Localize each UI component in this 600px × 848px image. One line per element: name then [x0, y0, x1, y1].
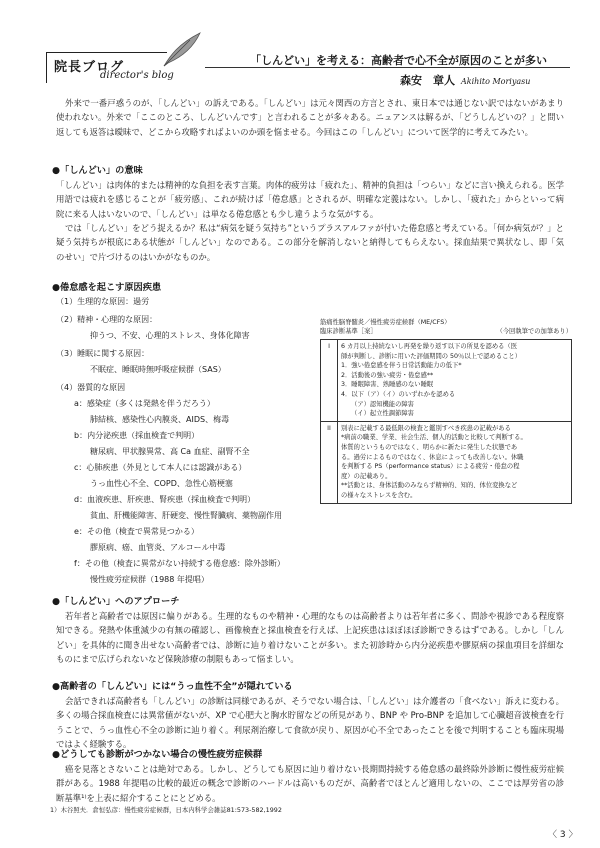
- intro-line: 的に考えてみたい。: [457, 126, 534, 137]
- table-caption-row: [320, 327, 572, 336]
- text-line: からといって病院に来る人はいないので、「しんどい」は単なる倦怠感とも少し違うような気がする。: [56, 194, 565, 219]
- text-line: 癌を見落とさないことは絶対である。しかし、どうしても原因に辿り着けない長期間持続する倦怠感の最終除外診断に慢: [65, 764, 522, 774]
- text-line: では「しんどい」をどう捉えるか？私は“病気を疑う気持ち”というプラスアルファが付いた倦怠感と考えている。「何か: [65, 223, 514, 233]
- criteria-line: 師が判断し、診断に用いた評価期間の 50％以上で認めること）: [341, 352, 522, 360]
- cause-subitem: c：心肺疾患（外見として本人には認識がある）: [74, 463, 247, 472]
- cause-item: （1）生理的な原因：過労: [56, 297, 150, 306]
- blog-label-en: director's blog: [100, 70, 174, 81]
- section-paragraph: [56, 178, 564, 221]
- author-name-en: Akihito Moriyasu: [461, 77, 531, 86]
- criteria-line: **活動とは、身体活動のみならず精神的、知的、体位変換など: [341, 482, 518, 490]
- section-heading: ●高齢者の「しんどい」には“うっ血性不全”が隠れている: [52, 681, 293, 692]
- criteria-line: を判断する PS（performance status）による疲労・倦怠の程: [341, 463, 520, 471]
- criteria-line: 3．睡眠障害、熟睡感のない睡眠: [341, 381, 434, 389]
- cause-item: （4）器質的な原因: [56, 383, 126, 392]
- criteria-line: の様々なストレスを含む。: [341, 491, 417, 499]
- cause-item: （3）睡眠に関する原因：: [56, 349, 150, 358]
- section-paragraph: [56, 609, 564, 666]
- section-paragraph: [56, 221, 564, 264]
- section-paragraph: [56, 694, 564, 751]
- page-number: 〈 3 〉: [548, 830, 578, 840]
- row-number: I: [321, 340, 338, 422]
- section-paragraph: [56, 762, 564, 805]
- section-heading: ●倦怠感を起こす原因疾患: [52, 282, 162, 293]
- row-content: [338, 340, 572, 422]
- text-line: 患や膠原病の採血項目を詳細なものにまで広げられないなど保険診療の制限もあって悩ましい。: [56, 639, 565, 664]
- criteria-line: る。過労によるものではなく、休息によっても改善しない。休職: [341, 453, 524, 461]
- criteria-grid: [320, 339, 572, 504]
- text-line: 変わる。多くの場合採血検査には異常値がないが、XP で心肥大と胸水貯留などの所見があり、BNP や Pro-BNP を追加して: [56, 696, 564, 721]
- cause-item: （2）精神・心理的な原因：: [56, 315, 158, 324]
- criteria-line: （イ）起立性調節障害: [351, 410, 414, 418]
- text-line: 心臓超音波検査を行うことで、うっ血性心不全の診断に辿り着く。利尿剤治療して食欲が戻り、原因が心不全であったこ: [56, 710, 564, 735]
- cause-detail: 抑うつ、不安、心理的ストレス、身体化障害: [90, 331, 250, 340]
- cause-detail: 肺結核、感染性心内膜炎、AIDS、梅毒: [90, 415, 230, 424]
- text-line: である。しかし「しんどい」を具体的に聞き出せない高齢者では、診断に辿り着けないことが多い。また初診時から内分泌疾: [56, 625, 565, 650]
- quill-pen-icon: [160, 30, 204, 70]
- text-line: 若年者と高齢者では原因に偏りがある。生理的なものや精神・心理的なものは高齢者よりは若年者に多く、問診や視診で: [65, 611, 522, 621]
- author-name: 森安 章人: [400, 74, 455, 87]
- row-content: [338, 421, 572, 503]
- intro-paragraph: [56, 96, 564, 139]
- cause-subitem: b：内分泌疾患（採血検査で判明）: [74, 431, 200, 440]
- cause-subitem: d：血液疾患、肝疾患、腎疾患（採血検査で判明）: [74, 495, 256, 504]
- criteria-line: 1．強い倦怠感を伴う日常活動能力の低下*: [341, 362, 462, 370]
- footnote: 1）木谷照夫．倉恒弘彦：慢性疲労症候群，日本内科学会雑誌81:573-582,1992: [50, 806, 282, 814]
- intro-line: があまり使われない。外来で「ここのところ、しんどいんです」と言われることが多々ある。ニュアンスは解るが、「どうしん: [56, 98, 565, 123]
- criteria-line: 4．以下（ア）（イ）のいずれかを認める: [341, 390, 456, 398]
- table-caption: 筋痛性脳脊髄炎／慢性疲労症候群（ME/CFS）: [320, 319, 451, 326]
- section-heading: ●「しんどい」へのアプローチ: [52, 596, 180, 607]
- cause-detail: うっ血性心不全、COPD、急性心筋梗塞: [90, 479, 233, 488]
- criteria-line: 度）の記載あり。: [341, 472, 392, 480]
- criteria-line: 体質的というものではなく、明らかに新たに発生した状態であ: [341, 443, 518, 451]
- section-heading: ●「しんどい」の意味: [52, 165, 143, 176]
- criteria-table: [320, 318, 572, 504]
- row-number: II: [321, 421, 338, 503]
- text-line: の、ここでは厚労省の診断基準¹⁾を上表に紹介することにとどめる。: [56, 778, 564, 803]
- text-line: 病気が？」と疑う気持ちが根底にある状態が「しんどい」なのである。この部分を解消しないと納得してもらえない。採血結: [56, 223, 565, 248]
- author: [400, 72, 530, 88]
- table-row: [321, 421, 572, 503]
- criteria-line: 6 カ月以上持続ないし再発を繰り返す以下の所見を認める（医: [341, 343, 518, 350]
- text-line: れる。医学用語では疲れを感じることが「疲労感」、これが続けば「倦怠感」とされるが、明確な定義はない。しかし、「疲れた」: [56, 180, 564, 205]
- title-rule: [205, 67, 570, 68]
- text-line: 性疲労症候群がある。1988 年提唱の比較的最近の概念で診断のハードルは高いものだが、高齢者でほとんど適用しない: [56, 764, 565, 789]
- cause-subitem: e：その他（検査で異常見つかる）: [74, 527, 199, 536]
- cause-detail: 不眠症、睡眠時無呼吸症候群（SAS）: [90, 365, 226, 374]
- text-line: ある程度察知できる。発熱や体重減少の有無の確認し、画像検査と採血検査を行えば、上記疾患はほぼほぼ診断できるはず: [56, 611, 565, 636]
- text-line: 会話できれば高齢者も「しんどい」の診断は同様であるが、そうでない場合は、「しんどい」は介護者の「食べない」訴えに: [65, 696, 531, 706]
- table-caption: 臨床診断基準［案］: [320, 328, 377, 335]
- cause-detail: 貧血、肝機能障害、肝硬変、慢性腎臓病、薬物副作用: [90, 511, 282, 520]
- criteria-line: *病前の職業、学業、社会生活、個人的活動と比較して判断する。: [341, 434, 527, 442]
- article-title: 「しんどい」を考える：高齢者で心不全が原因のことが多い: [250, 54, 547, 67]
- text-line: 果で異状なし、即「気のせい」で片づけるのはいかがなものか。: [56, 237, 565, 262]
- cause-detail: 糖尿病、甲状腺異常、高 Ca 血症、副腎不全: [90, 447, 250, 456]
- cause-subitem: a：感染症（多くは発熱を伴うだろう）: [74, 399, 215, 408]
- cause-detail: 慢性疲労症候群（1988 年提唱）: [90, 575, 209, 584]
- intro-line: どいの？」と問い返しても返答は曖昧で、どこから攻略すればよいのか頭を悩ませる。今回はこの「しんどい」について医学: [56, 112, 565, 137]
- cause-subitem: f：その他（検査に異常がない持続する倦怠感：除外診断）: [74, 559, 285, 568]
- section-heading: ●どうしても診断がつかない場合の慢性疲労症候群: [52, 749, 263, 760]
- text-line: とを後で判明することも臨床現場ではよく経験する。: [56, 724, 564, 749]
- intro-line: 外来で一番戸惑うのが、「しんどい」の訴えである。「しんどい」は元々関西の方言とされ、東日本では通じない訳ではない: [65, 98, 531, 108]
- criteria-line: （ア）認知機能の障害: [351, 400, 414, 408]
- criteria-line: 別表に記載する最低限の検査と鑑別すべき疾患の記載がある: [341, 424, 511, 432]
- blog-label: 院長ブログ: [54, 60, 125, 75]
- table-row: [321, 340, 572, 422]
- cause-detail: 膠原病、癌、血管炎、アルコール中毒: [90, 543, 226, 552]
- criteria-line: 2．活動後の強い疲労・倦怠感**: [341, 371, 434, 379]
- text-line: 「しんどい」は肉体的または精神的な負担を表す言葉。肉体的疲労は「疲れた」、精神的負担は「つらい」などに言い換えら: [56, 180, 523, 190]
- table-note: （今回執筆での加筆あり）: [496, 328, 572, 335]
